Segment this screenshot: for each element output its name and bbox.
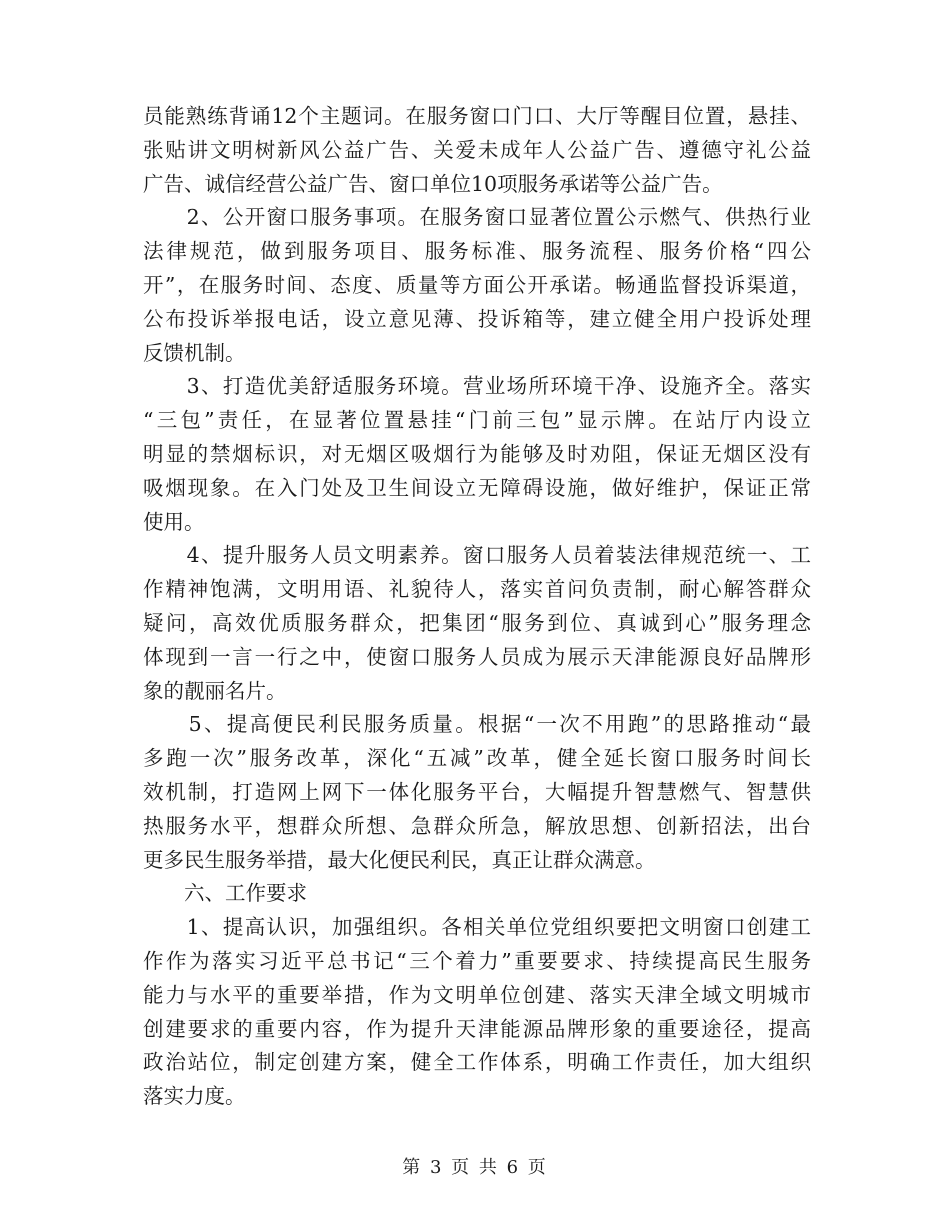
text-line: 法律规范，做到服务项目、服务标准、服务流程、服务价格“四公 (143, 239, 811, 264)
document-body (143, 100, 811, 1114)
text-line: 疑问，高效优质服务群众，把集团“服务到位、真诚到心”服务理念 (143, 610, 811, 635)
text-line: 张贴讲文明树新风公益广告、关爱未成年人公益广告、遵德守礼公益 (143, 137, 811, 162)
page-footer: 第 3 页 共 6 页 (402, 1157, 548, 1178)
text-line: 明显的禁烟标识，对无烟区吸烟行为能够及时劝阻，保证无烟区没有 (143, 441, 811, 466)
text-line: 吸烟现象。在入门处及卫生间设立无障碍设施，做好维护，保证正常 (143, 475, 811, 500)
paragraph (143, 370, 811, 539)
text-line: 能力与水平的重要举措，作为文明单位创建、落实天津全域文明城市 (143, 982, 811, 1007)
text-line: “三包”责任，在显著位置悬挂“门前三包”显示牌。在站厅内设立 (143, 408, 811, 433)
text-line: 作精神饱满，文明用语、礼貌待人，落实首问负责制，耐心解答群众 (143, 577, 811, 602)
text-line: 六、工作要求 (143, 881, 307, 906)
text-line: 创建要求的重要内容，作为提升天津能源品牌形象的重要途径，提高 (143, 1016, 811, 1041)
paragraph (143, 911, 811, 1114)
text-line: 公布投诉举报电话，设立意见薄、投诉箱等，建立健全用户投诉处理 (143, 306, 811, 331)
text-line: 热服务水平，想群众所想、急群众所急，解放思想、创新招法，出台 (143, 813, 811, 838)
text-line: 政治站位，制定创建方案，健全工作体系，明确工作责任，加大组织 (143, 1050, 811, 1075)
paragraph (143, 539, 811, 708)
paragraph (143, 877, 811, 911)
text-line: 效机制，打造网上网下一体化服务平台，大幅提升智慧燃气、智慧供 (143, 779, 811, 804)
text-line: 开”，在服务时间、态度、质量等方面公开承诺。畅通监督投诉渠道， (143, 272, 811, 297)
text-line: 作作为落实习近平总书记“三个着力”重要要求、持续提高民生服务 (143, 948, 811, 973)
text-line: 员能熟练背诵12个主题词。在服务窗口门口、大厅等醒目位置，悬挂、 (143, 104, 811, 128)
paragraph (143, 100, 811, 201)
text-line: 使用。 (143, 509, 205, 534)
text-line: 更多民生服务举措，最大化便民利民，真正让群众满意。 (143, 847, 656, 872)
text-line: 体现到一言一行之中，使窗口服务人员成为展示天津能源良好品牌形 (143, 644, 811, 669)
text-line: 象的靓丽名片。 (143, 678, 287, 703)
text-line: 落实力度。 (143, 1084, 246, 1109)
text-line: 2、公开窗口服务事项。在服务窗口显著位置公示燃气、供热行业 (143, 205, 811, 230)
text-line: 多跑一次”服务改革，深化“五减”改革，健全延长窗口服务时间长 (143, 746, 811, 771)
text-line: 广告、诚信经营公益广告、窗口单位10项服务承诺等公益广告。 (143, 171, 723, 196)
text-line: 3、打造优美舒适服务环境。营业场所环境干净、设施齐全。落实 (143, 374, 811, 399)
text-line: 反馈机制。 (143, 340, 246, 365)
paragraph (143, 708, 811, 877)
text-line: 4、提升服务人员文明素养。窗口服务人员着装法律规范统一、工 (143, 543, 811, 568)
paragraph (143, 201, 811, 370)
text-line: 5、提高便民利民服务质量。根据“一次不用跑”的思路推动“最 (143, 712, 811, 737)
text-line: 1、提高认识，加强组织。各相关单位党组织要把文明窗口创建工 (143, 915, 811, 940)
